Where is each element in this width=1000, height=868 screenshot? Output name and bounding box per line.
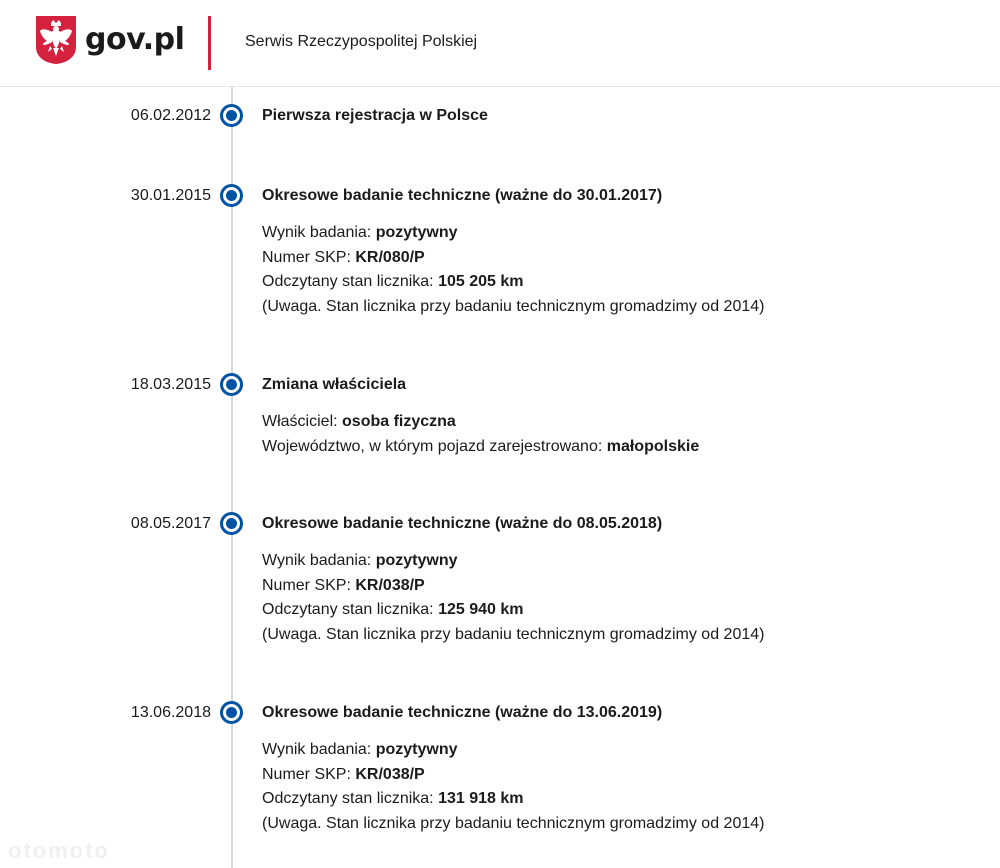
detail-line <box>262 246 764 271</box>
detail-label: Województwo, w którym pojazd zarejestrowano: <box>262 437 607 455</box>
detail-line <box>262 574 764 599</box>
timeline-dot-icon <box>220 373 243 396</box>
detail-label: Numer SKP: <box>262 576 356 594</box>
detail-value: 131 918 km <box>438 790 524 807</box>
detail-value: KR/080/P <box>355 248 425 266</box>
polish-eagle-emblem-icon <box>35 15 77 65</box>
detail-label: Wynik badania: <box>262 741 376 758</box>
detail-line <box>262 221 764 246</box>
detail-line <box>262 598 764 623</box>
detail-value: KR/038/P <box>355 765 425 783</box>
detail-line <box>262 270 764 295</box>
event-date: 06.02.2012 <box>130 107 211 124</box>
event-details <box>262 549 764 647</box>
detail-label: Odczytany stan licznika: <box>262 790 439 807</box>
detail-line <box>262 763 764 788</box>
event-date: 13.06.2018 <box>130 704 211 721</box>
detail-label: Odczytany stan licznika: <box>262 601 439 618</box>
detail-value: małopolskie <box>606 437 700 455</box>
event-title: Zmiana właściciela <box>262 376 407 393</box>
event-date: 08.05.2017 <box>130 515 211 532</box>
header-divider <box>208 16 211 70</box>
event-title: Pierwsza rejestracja w Polsce <box>262 107 488 124</box>
event-title: Okresowe badanie techniczne (ważne do 13.06.2019) <box>262 704 663 721</box>
detail-label: Właściciel: <box>262 413 343 430</box>
timeline-dot-icon <box>220 512 243 535</box>
logo-text: gov.pl <box>85 22 185 57</box>
event-details <box>262 738 764 836</box>
detail-label: Odczytany stan licznika: <box>262 273 439 290</box>
odometer-note: (Uwaga. Stan licznika przy badaniu technicznym gromadzimy od 2014) <box>262 814 765 832</box>
timeline-dot-icon <box>220 184 243 207</box>
event-title: Okresowe badanie techniczne (ważne do 08.05.2018) <box>262 515 663 532</box>
timeline-dot-icon <box>220 701 243 724</box>
site-header <box>0 0 1000 87</box>
detail-label: Numer SKP: <box>262 765 356 783</box>
detail-label: Numer SKP: <box>262 248 356 266</box>
watermark: otomoto <box>8 838 110 863</box>
detail-line <box>262 435 699 460</box>
event-date: 18.03.2015 <box>130 376 211 393</box>
gov-pl-logo-link[interactable] <box>35 15 184 65</box>
detail-value: pozytywny <box>375 741 458 758</box>
detail-label: Wynik badania: <box>262 224 376 241</box>
odometer-note: (Uwaga. Stan licznika przy badaniu technicznym gromadzimy od 2014) <box>262 625 765 643</box>
detail-line <box>262 738 764 763</box>
detail-line <box>262 787 764 812</box>
detail-label: Wynik badania: <box>262 552 376 569</box>
service-name: Serwis Rzeczypospolitej Polskiej <box>245 33 478 50</box>
detail-line <box>262 549 764 574</box>
event-details <box>262 410 699 459</box>
detail-value: pozytywny <box>375 224 458 241</box>
detail-value: pozytywny <box>375 552 458 569</box>
event-date: 30.01.2015 <box>130 187 211 204</box>
event-details <box>262 221 764 319</box>
detail-value: 105 205 km <box>438 273 524 290</box>
odometer-note: (Uwaga. Stan licznika przy badaniu technicznym gromadzimy od 2014) <box>262 297 765 315</box>
timeline-dot-icon <box>220 104 243 127</box>
detail-value: 125 940 km <box>438 601 524 618</box>
event-title: Okresowe badanie techniczne (ważne do 30.01.2017) <box>262 187 663 204</box>
detail-value: KR/038/P <box>355 576 425 594</box>
detail-line <box>262 410 699 435</box>
detail-value: osoba fizyczna <box>342 413 456 430</box>
